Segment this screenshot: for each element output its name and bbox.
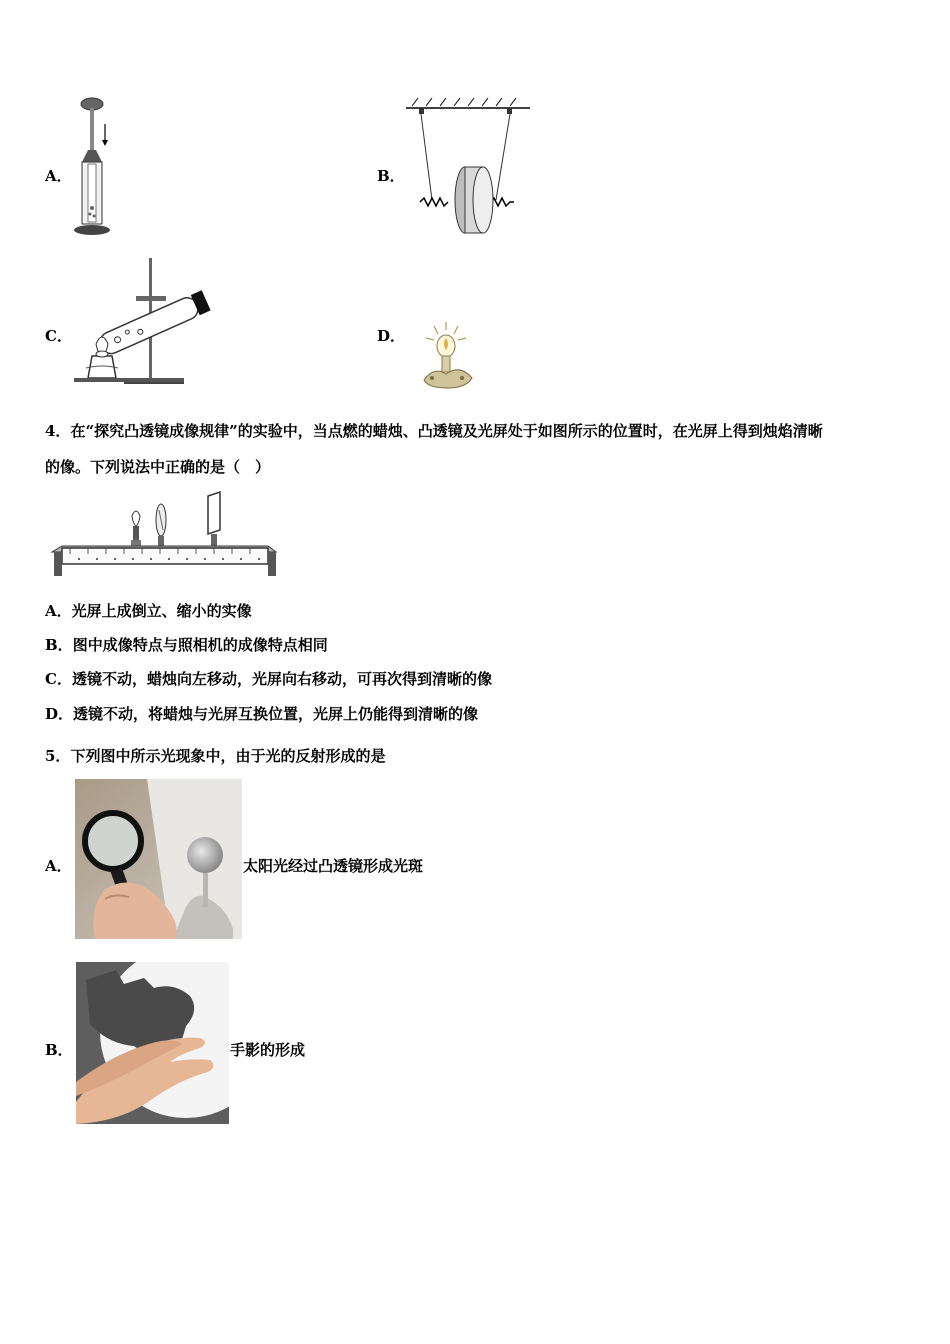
q4-choice-b-text: 图中成像特点与照相机的成像特点相同 (72, 636, 328, 654)
q5-option-a-caption: 太阳光经过凸透镜形成光斑 (243, 857, 424, 875)
q4-choice-b-label: B． (45, 636, 73, 654)
q4-choice-c-text: 透镜不动，蜡烛向左移动，光屏向右移动，可再次得到清晰的像 (71, 670, 492, 688)
q4-choice-a-label: A． (45, 602, 72, 620)
q3-option-b-label: B． (377, 167, 405, 185)
hanging-wheel-figure (402, 96, 534, 238)
q4-choice-c (45, 668, 492, 689)
q4-choice-d-label: D． (45, 705, 74, 723)
magnifier-photo (75, 779, 242, 939)
q3-option-c-label: C． (45, 327, 72, 345)
q4-stem-line1 (45, 421, 823, 441)
q5-number: 5． (45, 747, 71, 765)
q4-choice-b (45, 634, 328, 655)
q5-stem (45, 746, 385, 766)
optical-bench-figure (48, 490, 280, 580)
q4-number: 4． (45, 422, 71, 440)
q5-option-b-caption: 手影的形成 (230, 1041, 306, 1059)
q5-option-a-label: A． (45, 857, 72, 875)
q3-option-d-label: D． (377, 327, 406, 345)
q4-stem-line2: 的像。下列说法中正确的是（ ） (45, 458, 271, 476)
test-tube-heating-figure (66, 256, 216, 396)
q4-stem-text-1: 在“探究凸透镜成像规律”的实验中，当点燃的蜡烛、凸透镜及光屏处于如图所示的位置时，在光屏上得到烛焰清晰 (70, 422, 823, 440)
q3-option-a-label: A． (45, 167, 72, 185)
q4-choice-d (45, 703, 478, 724)
q5-option-b-label: B． (45, 1041, 73, 1059)
q4-choice-c-label: C． (45, 670, 72, 688)
hand-shadow-photo (76, 962, 229, 1124)
q4-choice-a (45, 600, 252, 621)
q4-choice-a-text: 光屏上成倒立、缩小的实像 (71, 602, 252, 620)
candle-lamp-figure (418, 318, 478, 394)
q5-stem-text: 下列图中所示光现象中，由于光的反射形成的是 (70, 747, 386, 765)
fire-piston-figure (68, 96, 118, 238)
q4-choice-d-text: 透镜不动，将蜡烛与光屏互换位置，光屏上仍能得到清晰的像 (73, 705, 479, 723)
